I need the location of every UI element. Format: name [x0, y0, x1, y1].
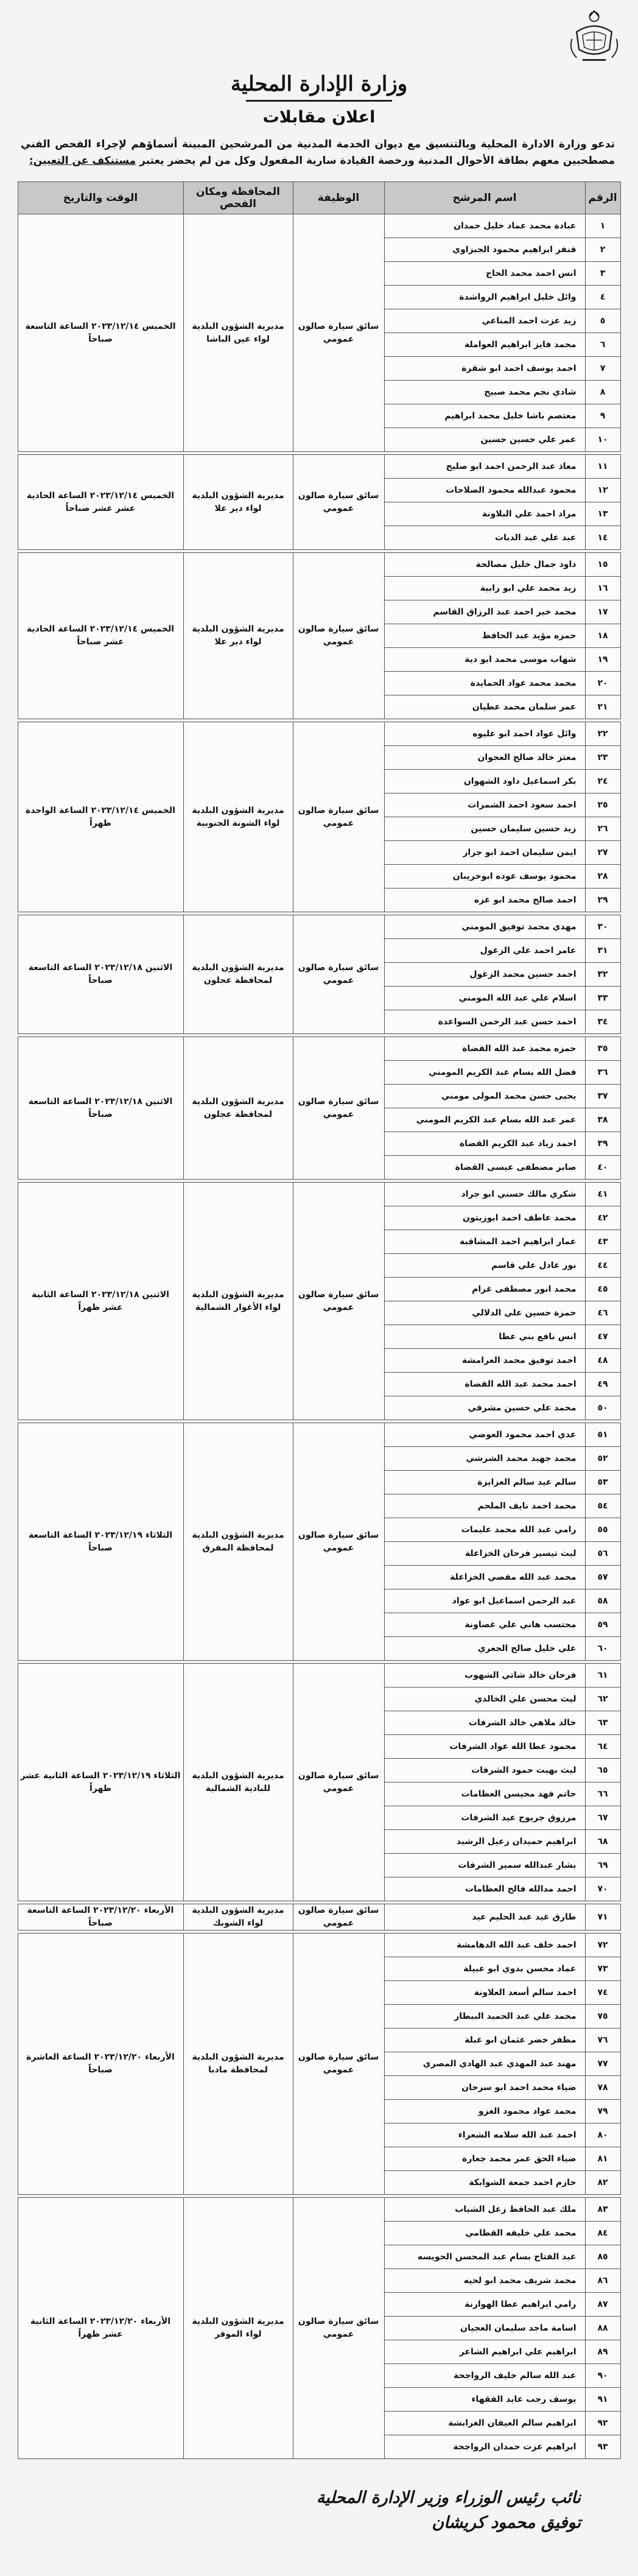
- candidate-number: ٣٣: [585, 987, 620, 1010]
- table-row: [18, 1934, 620, 1957]
- candidate-number: ٧٦: [585, 2029, 620, 2052]
- candidate-number: ٣٤: [585, 1010, 620, 1034]
- candidate-name: سالم عيد سالم العزايزة: [384, 1471, 585, 1494]
- candidate-number: ٥٠: [585, 1396, 620, 1420]
- candidate-name: عدي احمد محمود العوضي: [384, 1423, 585, 1447]
- place-cell: مديرية الشؤون البلدية لواء عين الباشا: [183, 214, 293, 452]
- candidate-name: عماد محسن بدوي ابو عبيلة: [384, 1957, 585, 1981]
- time-cell: الأربعاء ٢٠٢٣/١٢/٢٠ الساعة العاشرة صباحاً: [18, 1934, 183, 2195]
- candidate-number: ٢: [585, 238, 620, 262]
- candidate-number: ٨١: [585, 2147, 620, 2171]
- candidate-name: ابراهيم سالم العيفان الغرابشة: [384, 2412, 585, 2435]
- document-title: اعلان مقابلات: [262, 108, 376, 127]
- intro-text: تدعو وزارة الادارة المحلية وبالتنسيق مع ديوان الخدمة المدنية من المرشحين المبينة أسماؤهم لإجراء الفحص الفني مصطحبين معهم بطاقة الأحوال المدنية ورخصة القيادة سارية المفعول وكل من لم يحضر يعتبر: [21, 138, 615, 167]
- table-row: [18, 1423, 620, 1447]
- candidate-number: ٥: [585, 309, 620, 333]
- place-cell: مديرية الشؤون البلدية لمحافظة عجلون: [183, 915, 293, 1034]
- candidate-number: ٥٧: [585, 1566, 620, 1589]
- job-cell: سائق سيارة صالون عمومي: [293, 722, 384, 912]
- title-divider: [246, 100, 392, 102]
- candidate-number: ٤: [585, 286, 620, 309]
- signature-title: نائب رئيس الوزراء وزير الإدارة المحلية: [316, 2488, 581, 2508]
- time-cell: الأربعاء ٢٠٢٣/١٢/٢٠ الساعة الثانية عشر ظهراً: [18, 2198, 183, 2459]
- candidate-name: احمد عبد الله سلامه الشعراء: [384, 2124, 585, 2147]
- candidate-name: اسامة ماجد سليمان العجيان: [384, 2317, 585, 2340]
- candidate-number: ٥٦: [585, 1542, 620, 1566]
- candidate-number: ٨٩: [585, 2340, 620, 2364]
- header-job: الوظيفة: [293, 182, 384, 214]
- candidate-name: محمد شريف محمد ابو لحيه: [384, 2269, 585, 2293]
- candidate-number: ٦: [585, 333, 620, 357]
- candidate-number: ٧١: [585, 1904, 620, 1930]
- candidate-name: احمد حسن عبد الرحمن السواعدة: [384, 1010, 585, 1034]
- place-cell: مديرية الشؤون البلدية لواء دير علا: [183, 455, 293, 550]
- candidate-number: ٧: [585, 357, 620, 381]
- place-cell: مديرية الشؤون البلدية لمحافظة عجلون: [183, 1037, 293, 1180]
- time-cell: الخميس ٢٠٢٣/١٢/١٤ الساعة الحادية عشر صباحاً: [18, 553, 183, 719]
- candidate-name: ابراهيم علي ابراهيم الشاعر: [384, 2340, 585, 2364]
- candidate-number: ١: [585, 214, 620, 238]
- candidate-number: ٣١: [585, 939, 620, 963]
- intro-paragraph: [15, 136, 623, 169]
- candidate-number: ٥٣: [585, 1471, 620, 1494]
- candidate-number: ٨٧: [585, 2293, 620, 2317]
- candidate-number: ٦٥: [585, 1759, 620, 1782]
- table-body: [18, 214, 620, 2459]
- header-name: اسم المرشح: [384, 182, 585, 214]
- candidate-number: ٦٩: [585, 1854, 620, 1877]
- candidate-name: محمود عطا الله عواد الشرفات: [384, 1735, 585, 1759]
- job-cell: سائق سيارة صالون عمومي: [293, 1037, 384, 1180]
- candidate-number: ٨٨: [585, 2317, 620, 2340]
- candidate-number: ٥٥: [585, 1518, 620, 1542]
- candidate-name: عمار ابراهيم احمد المشاقبة: [384, 1230, 585, 1254]
- announcement-page: [15, 0, 623, 2535]
- table-row: [18, 2198, 620, 2222]
- table-row: [18, 915, 620, 939]
- table-row: [18, 455, 620, 479]
- candidate-number: ٢٨: [585, 865, 620, 889]
- candidate-name: قنفر ابراهيم محمود الجبزاوي: [384, 238, 585, 262]
- candidate-name: احمد توفيق محمد العرامشة: [384, 1349, 585, 1373]
- candidate-number: ٧٣: [585, 1957, 620, 1981]
- candidate-number: ١١: [585, 455, 620, 479]
- candidate-name: اسلام علي عبد الله المومني: [384, 987, 585, 1010]
- candidate-number: ٩٠: [585, 2364, 620, 2388]
- candidate-number: ٢٥: [585, 794, 620, 817]
- candidate-name: ليث تيسير فرحان الخزاعلة: [384, 1542, 585, 1566]
- candidate-number: ٤١: [585, 1183, 620, 1206]
- candidate-name: علي خليل صالح الجعري: [384, 1637, 585, 1661]
- candidate-number: ٢٤: [585, 770, 620, 794]
- candidate-name: محمد عاطف احمد ابوزيتون: [384, 1206, 585, 1230]
- candidate-number: ٤٤: [585, 1254, 620, 1278]
- candidate-name: مراد احمد علي البلاونة: [384, 502, 585, 526]
- candidate-name: معاذ عبد الرحمن احمد ابو صليح: [384, 455, 585, 479]
- candidate-name: محمد محمد عواد الحمايدة: [384, 672, 585, 695]
- candidate-number: ٩: [585, 404, 620, 428]
- candidate-name: احمد محمد عبد الله القضاة: [384, 1373, 585, 1396]
- job-cell: سائق سيارة صالون عمومي: [293, 1664, 384, 1901]
- candidate-name: بشار عبدالله سمير الشرفات: [384, 1854, 585, 1877]
- candidate-number: ٢٧: [585, 841, 620, 865]
- signature-name: توفيق محمود كريشان: [432, 2513, 581, 2532]
- candidate-name: ايمن سليمان احمد ابو جرار: [384, 841, 585, 865]
- intro-end-text: مستنكف عن التعيين:: [29, 155, 136, 167]
- candidate-name: محمد انور مصطفى غرام: [384, 1278, 585, 1301]
- candidate-name: رامي عبد الله محمد عليمات: [384, 1518, 585, 1542]
- candidate-number: ٦٢: [585, 1687, 620, 1711]
- table-row: [18, 553, 620, 577]
- candidate-number: ٢١: [585, 695, 620, 719]
- candidate-number: ٢٩: [585, 889, 620, 912]
- candidate-number: ٩١: [585, 2388, 620, 2412]
- candidate-name: رامي ابراهيم عطا الهوارنة: [384, 2293, 585, 2317]
- candidate-number: ٤٣: [585, 1230, 620, 1254]
- candidate-name: شادي نجم محمد صبيح: [384, 381, 585, 404]
- candidate-name: محمد فايز ابراهيم العواملة: [384, 333, 585, 357]
- candidate-number: ٩٢: [585, 2412, 620, 2435]
- header-place: المحافظة ومكان الفحص: [183, 182, 293, 214]
- candidate-number: ١٧: [585, 600, 620, 624]
- candidate-name: عمر علي حسين حسين: [384, 428, 585, 452]
- time-cell: الاثنين ٢٠٢٣/١٢/١٨ الساعة الثانية عشر ظهراً: [18, 1183, 183, 1420]
- candidate-number: ٥١: [585, 1423, 620, 1447]
- time-cell: الخميس ٢٠٢٣/١٢/١٤ الساعة التاسعة صباحاً: [18, 214, 183, 452]
- candidate-name: عبد علي عبد الدبات: [384, 526, 585, 550]
- candidate-number: ٨٢: [585, 2171, 620, 2195]
- candidate-name: عامر احمد علي الزغول: [384, 939, 585, 963]
- candidate-name: مهند عبد المهدي عبد الهادي المصري: [384, 2052, 585, 2076]
- candidate-number: ٣٨: [585, 1108, 620, 1132]
- candidate-name: محمد علي خليفه القطامي: [384, 2222, 585, 2245]
- candidate-name: احمد صالح محمد ابو غزه: [384, 889, 585, 912]
- candidate-number: ٤٢: [585, 1206, 620, 1230]
- candidate-number: ٤٨: [585, 1349, 620, 1373]
- candidate-number: ١٢: [585, 479, 620, 502]
- candidate-name: احمد زياد عبد الكريم القضاة: [384, 1132, 585, 1156]
- table-row: [18, 214, 620, 238]
- job-cell: سائق سيارة صالون عمومي: [293, 455, 384, 550]
- time-cell: الأربعاء ٢٠٢٣/١٢/٢٠ الساعة التاسعة صباحاً: [18, 1904, 183, 1930]
- job-cell: سائق سيارة صالون عمومي: [293, 1183, 384, 1420]
- candidate-name: محمد خير احمد عبد الرزاق القاسم: [384, 600, 585, 624]
- candidate-name: حاتم فهد محيسن العظامات: [384, 1782, 585, 1806]
- candidate-name: زيد حسين سليمان حسين: [384, 817, 585, 841]
- candidate-number: ٥٨: [585, 1589, 620, 1613]
- job-cell: سائق سيارة صالون عمومي: [293, 1423, 384, 1661]
- candidate-number: ٧٩: [585, 2100, 620, 2124]
- candidate-number: ٣٠: [585, 915, 620, 939]
- job-cell: سائق سيارة صالون عمومي: [293, 1934, 384, 2195]
- ministry-name: وزارة الإدارة المحلية: [230, 72, 408, 96]
- candidate-name: وائل خليل ابراهيم الرواشدة: [384, 286, 585, 309]
- candidate-name: عبد الرحمن اسماعيل ابو عواد: [384, 1589, 585, 1613]
- candidate-number: ٢٠: [585, 672, 620, 695]
- candidate-name: حمزه محمد عبد الله القضاة: [384, 1037, 585, 1061]
- candidate-number: ٦٤: [585, 1735, 620, 1759]
- candidate-number: ١٠: [585, 428, 620, 452]
- candidate-name: شكري مالك حسني ابو جراد: [384, 1183, 585, 1206]
- candidate-name: مظفر خضر عثمان ابو غبلة: [384, 2029, 585, 2052]
- candidate-number: ٨٠: [585, 2124, 620, 2147]
- table-row: [18, 722, 620, 746]
- header-time: الوقت والتاريخ: [18, 182, 183, 214]
- candidate-name: عبد الفتاح بسام عبد المحسن الحويسه: [384, 2245, 585, 2269]
- candidate-name: معتصم باشا خليل محمد ابراهيم: [384, 404, 585, 428]
- candidate-number: ٦١: [585, 1664, 620, 1687]
- candidate-name: احمد مدالله فالح العظامات: [384, 1877, 585, 1901]
- candidate-number: ٣٦: [585, 1061, 620, 1085]
- candidate-name: وائل عواد احمد ابو عليوه: [384, 722, 585, 746]
- candidate-name: احمد يوسف احمد ابو شقرة: [384, 357, 585, 381]
- candidate-name: عبد الله سالم خليف الرواجحة: [384, 2364, 585, 2388]
- candidate-name: ضياء محمد احمد ابو سرحان: [384, 2076, 585, 2100]
- candidate-number: ٦٠: [585, 1637, 620, 1661]
- place-cell: مديرية الشؤون البلدية لواء الموقر: [183, 2198, 293, 2459]
- candidate-name: بكر اسماعيل داود الشهوان: [384, 770, 585, 794]
- candidate-number: ٣٥: [585, 1037, 620, 1061]
- place-cell: مديرية الشؤون البلدية لواء دير علا: [183, 553, 293, 719]
- candidate-name: صابر مصطفى عيسى القضاة: [384, 1156, 585, 1180]
- job-cell: سائق سيارة صالون عمومي: [293, 915, 384, 1034]
- candidate-number: ١٤: [585, 526, 620, 550]
- candidate-number: ٦٣: [585, 1711, 620, 1735]
- candidate-number: ٢٣: [585, 746, 620, 770]
- candidate-name: داود جمال خليل مصالحة: [384, 553, 585, 577]
- candidate-name: فضل الله بسام عبد الكريم المومني: [384, 1061, 585, 1085]
- candidate-name: نور عادل علي قاسم: [384, 1254, 585, 1278]
- candidate-number: ٤٧: [585, 1325, 620, 1349]
- candidate-number: ٤٦: [585, 1301, 620, 1325]
- candidate-number: ٤٩: [585, 1373, 620, 1396]
- candidate-number: ٧٠: [585, 1877, 620, 1901]
- candidate-name: حازم احمد جمعة الشوابكة: [384, 2171, 585, 2195]
- candidate-name: مهدي محمد توفيق المومني: [384, 915, 585, 939]
- candidate-number: ٨٦: [585, 2269, 620, 2293]
- candidate-name: احمد سالم أسعد العلاونة: [384, 1981, 585, 2005]
- candidate-number: ١٣: [585, 502, 620, 526]
- table-row: [18, 1037, 620, 1061]
- candidate-number: ١٦: [585, 577, 620, 600]
- candidate-name: محمد علي حسين مشرقي: [384, 1396, 585, 1420]
- place-cell: مديرية الشؤون البلدية لواء الشونة الجنوبية: [183, 722, 293, 912]
- candidate-name: ليث محسن علي الخالدي: [384, 1687, 585, 1711]
- candidate-name: مرزوق جريوح عيد الشرفات: [384, 1806, 585, 1830]
- header-number: الرقم: [585, 182, 620, 214]
- candidate-number: ٧٧: [585, 2052, 620, 2076]
- place-cell: مديرية الشؤون البلدية للبادية الشمالية: [183, 1664, 293, 1901]
- candidate-number: ٤٥: [585, 1278, 620, 1301]
- candidate-name: احمد خلف عبد الله الدهامشة: [384, 1934, 585, 1957]
- candidate-number: ٧٢: [585, 1934, 620, 1957]
- candidate-number: ٨٥: [585, 2245, 620, 2269]
- candidates-table: [18, 181, 621, 2459]
- candidate-name: يحيى حسن محمد المولى مومني: [384, 1085, 585, 1108]
- candidate-name: عمر عبد الله بسام عبد الكريم المومني: [384, 1108, 585, 1132]
- candidate-number: ٤٠: [585, 1156, 620, 1180]
- candidate-name: حمزه مؤيد عبد الحافظ: [384, 624, 585, 648]
- candidate-name: يوسف رجب عايد الفقهاء: [384, 2388, 585, 2412]
- candidate-number: ٧٥: [585, 2005, 620, 2029]
- candidate-name: محمد عواد محمود الغزو: [384, 2100, 585, 2124]
- candidate-name: انس احمد محمد الحاج: [384, 262, 585, 286]
- time-cell: الاثنين ٢٠٢٣/١٢/١٨ الساعة التاسعة صباحاً: [18, 1037, 183, 1180]
- candidate-name: فرحان خالد شاتي الشهوب: [384, 1664, 585, 1687]
- candidate-number: ٣٢: [585, 963, 620, 987]
- candidate-number: ٨٤: [585, 2222, 620, 2245]
- candidate-name: ليث بهيت حمود الشرفات: [384, 1759, 585, 1782]
- candidate-number: ١٨: [585, 624, 620, 648]
- table-row: [18, 1664, 620, 1687]
- candidate-name: طارق عيد عبد الحليم عيد: [384, 1904, 585, 1930]
- candidate-name: ضياء الحق عمر محمد جعارة: [384, 2147, 585, 2171]
- candidate-name: خالد ملاهي خالد الشرفات: [384, 1711, 585, 1735]
- candidate-name: احمد حسين محمد الزغول: [384, 963, 585, 987]
- candidate-name: زيد محمد علي ابو رابية: [384, 577, 585, 600]
- signature-block: [15, 2486, 623, 2535]
- candidate-number: ٢٦: [585, 817, 620, 841]
- table-row: [18, 1904, 620, 1930]
- candidate-number: ٧٨: [585, 2076, 620, 2100]
- candidate-name: محمد جهيد محمد الشرشي: [384, 1447, 585, 1471]
- candidate-name: شهاب موسى محمد ابو دية: [384, 648, 585, 672]
- place-cell: مديرية الشؤون البلدية لواء الشوبك: [183, 1904, 293, 1930]
- job-cell: سائق سيارة صالون عمومي: [293, 214, 384, 452]
- candidate-name: محمود عبدالله محمود الصلاحات: [384, 479, 585, 502]
- time-cell: الخميس ٢٠٢٣/١٢/١٤ الساعة الحادية عشر عشر صباحاً: [18, 455, 183, 550]
- candidate-name: عبادة محمد عماد خليل حمدان: [384, 214, 585, 238]
- candidate-name: ملك عبد الحافظ زعل الشياب: [384, 2198, 585, 2222]
- candidate-number: ٦٧: [585, 1806, 620, 1830]
- candidate-number: ٥٩: [585, 1613, 620, 1637]
- place-cell: مديرية الشؤون البلدية لمحافظة المفرق: [183, 1423, 293, 1661]
- table-header-row: [18, 182, 620, 214]
- candidate-number: ٦٦: [585, 1782, 620, 1806]
- job-cell: سائق سيارة صالون عمومي: [293, 2198, 384, 2459]
- candidate-name: محمود يوسف عوده ابوخريبان: [384, 865, 585, 889]
- candidate-number: ٣٧: [585, 1085, 620, 1108]
- candidate-number: ١٩: [585, 648, 620, 672]
- candidate-name: ابراهيم حميدان زعيل الرشيد: [384, 1830, 585, 1854]
- place-cell: مديرية الشؤون البلدية لواء الأغوار الشمالية: [183, 1183, 293, 1420]
- candidate-name: انس نافع بني عطا: [384, 1325, 585, 1349]
- candidate-number: ٨٣: [585, 2198, 620, 2222]
- candidate-name: حمزة حسين علي الدلالي: [384, 1301, 585, 1325]
- time-cell: الخميس ٢٠٢٣/١٢/١٤ الساعة الواحدة ظهراً: [18, 722, 183, 912]
- candidate-number: ٣: [585, 262, 620, 286]
- candidate-number: ٥٢: [585, 1447, 620, 1471]
- candidate-number: ٥٤: [585, 1494, 620, 1518]
- time-cell: الثلاثاء ٢٠٢٣/١٢/١٩ الساعة الثانية عشر ظهراً: [18, 1664, 183, 1901]
- candidate-number: ٣٩: [585, 1132, 620, 1156]
- candidate-name: ابراهيم عزت حمدان الرواجحة: [384, 2435, 585, 2459]
- candidate-name: محمد عبد الله مفضي الخزاعلة: [384, 1566, 585, 1589]
- candidate-number: ٧٤: [585, 1981, 620, 2005]
- royal-emblem-icon: [565, 9, 623, 67]
- candidate-name: عمر سلمان محمد عطيان: [384, 695, 585, 719]
- candidate-number: ٦٨: [585, 1830, 620, 1854]
- candidate-number: ٩٣: [585, 2435, 620, 2459]
- candidate-name: محتسب هاني علي غصاونة: [384, 1613, 585, 1637]
- candidate-name: احمد سعود احمد الشمرات: [384, 794, 585, 817]
- job-cell: سائق سيارة صالون عمومي: [293, 1904, 384, 1930]
- candidate-name: زيد عزت احمد المناعي: [384, 309, 585, 333]
- candidate-name: محمد علي عبد الحميد البيطار: [384, 2005, 585, 2029]
- candidate-name: معتز خالد صالح العجوان: [384, 746, 585, 770]
- candidate-number: ٢٢: [585, 722, 620, 746]
- candidate-number: ٨: [585, 381, 620, 404]
- candidate-name: محمد احمد نايف الملحم: [384, 1494, 585, 1518]
- candidate-number: ١٥: [585, 553, 620, 577]
- job-cell: سائق سيارة صالون عمومي: [293, 553, 384, 719]
- time-cell: الثلاثاء ٢٠٢٣/١٢/١٩ الساعة التاسعة صباحاً: [18, 1423, 183, 1661]
- place-cell: مديرية الشؤون البلدية لمحافظة مادبا: [183, 1934, 293, 2195]
- table-row: [18, 1183, 620, 1206]
- time-cell: الاثنين ٢٠٢٣/١٢/١٨ الساعة التاسعة صباحاً: [18, 915, 183, 1034]
